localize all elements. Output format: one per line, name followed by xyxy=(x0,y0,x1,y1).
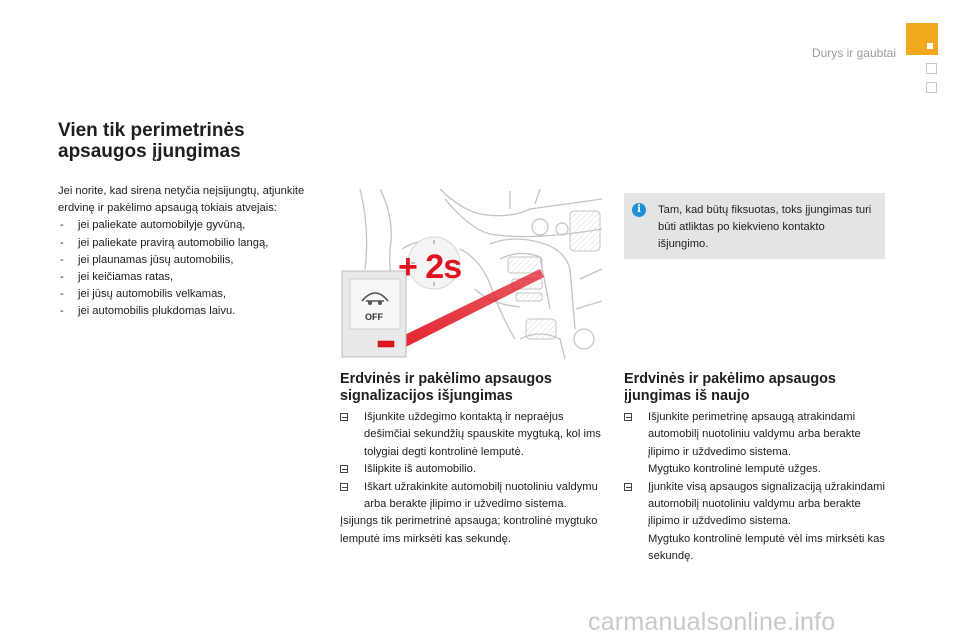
section-heading: Erdvinės ir pakėlimo apsaugos įjungimas iš naujo xyxy=(624,371,836,404)
section-note: Įsijungs tik perimetrinė apsauga; kontrolinė mygtuko lemputė ims mirksėti kas sekundę. xyxy=(340,515,598,545)
list-item: - jei plaunamas jūsų automobilis, xyxy=(58,252,313,269)
list-item: - jei jūsų automobilis velkamas, xyxy=(58,286,313,303)
list-item xyxy=(624,479,886,566)
step-subtext: Mygtuko kontrolinė lemputė vėl ims mirksėti kas sekundę. xyxy=(648,532,885,563)
watermark: carmanualsonline.info xyxy=(588,608,836,636)
intro-lead: Jei norite, kad sirena netyčia neįsijungtų, atjunkite erdvinę ir pakėlimo apsaugą tokiais atvejais: xyxy=(58,185,305,215)
chapter-marker xyxy=(926,63,937,74)
step-text: Išlipkite iš automobilio. xyxy=(364,463,476,476)
step-text: Įjunkite visą apsaugos signalizaciją užrakindami automobilį nuotoliniu valdymu arba berakte įlipimo ir uždvedimo sistema. xyxy=(648,480,885,528)
list-item: - jei automobilis plukdomas laivu. xyxy=(58,303,313,320)
chapter-tab xyxy=(906,23,938,55)
step-text: Iškart užrakinkite automobilį nuotoliniu valdymu arba berakte įlipimo ir užvedimo sistema. xyxy=(364,480,598,511)
off-button-label: OFF xyxy=(365,312,383,322)
info-icon: i xyxy=(632,203,646,217)
list-item xyxy=(624,409,886,479)
page-title: Vien tik perimetrinės apsaugos įjungimas xyxy=(58,120,245,162)
list-item xyxy=(340,461,602,478)
list-item: - jei keičiamas ratas, xyxy=(58,269,313,286)
info-box xyxy=(624,193,885,259)
checkbox-bullet-icon xyxy=(340,483,348,491)
chapter-marker xyxy=(926,82,937,93)
intro-list xyxy=(58,217,313,320)
step-text: Išjunkite uždegimo kontaktą ir nepraėjus dešimčiai sekundžių spauskite mygtuką, kol ims tolygiai degti kontrolinė lemputė. xyxy=(364,411,601,458)
reactivation-steps xyxy=(624,409,886,566)
step-text: Išjunkite perimetrinę apsaugą atrakindami automobilį nuotoliniu valdymu arba berakte įlipimo ir uždvedimo sistema. xyxy=(648,411,861,458)
list-item: - jei paliekate automobilyje gyvūną, xyxy=(58,217,313,234)
list-item xyxy=(340,409,602,461)
section-heading: Erdvinės ir pakėlimo apsaugos signalizacijos išjungimas xyxy=(340,371,552,404)
dashboard-illustration xyxy=(340,189,602,359)
list-item xyxy=(340,479,602,514)
info-text: Tam, kad būtų fiksuotas, toks įjungimas turi būti atliktas po kiekvieno kontakto išjungimo. xyxy=(658,204,872,250)
section-title: Durys ir gaubtai xyxy=(811,46,896,60)
checkbox-bullet-icon xyxy=(340,465,348,473)
timer-label: + 2s xyxy=(398,248,462,286)
checkbox-bullet-icon xyxy=(340,413,348,421)
intro-text xyxy=(58,183,313,321)
checkbox-bullet-icon xyxy=(624,413,632,421)
step-subtext: Mygtuko kontrolinė lemputė užges. xyxy=(648,463,821,476)
checkbox-bullet-icon xyxy=(624,483,632,491)
deactivation-steps xyxy=(340,409,602,548)
list-item: - jei paliekate pravirą automobilio langą, xyxy=(58,235,313,252)
